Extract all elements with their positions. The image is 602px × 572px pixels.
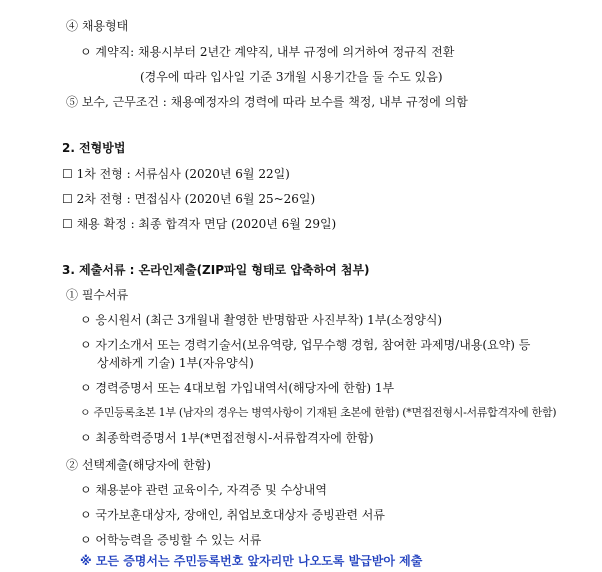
screening-step: ☐ 채용 확정 : 최종 합격자 면담 (2020년 6월 29일) [62,217,337,231]
item4-employment-type: ④ 채용형태 [66,19,129,33]
screening-step: ☐ 1차 전형 : 서류심사 (2020년 6월 22일) [62,167,290,181]
required-doc-item: ㅇ 최종학력증명서 1부(*면접전형시-서류합격자에 한함) [80,431,374,445]
item4-trial-note: (경우에 따라 입사일 기준 3개월 시용기간을 둘 수도 있음) [140,70,443,84]
required-doc-item: ㅇ 응시원서 (최근 3개월내 촬영한 반명함판 사진부착) 1부(소정양식) [80,313,443,327]
item5-pay-conditions: ⑤ 보수, 근무조건 : 채용예정자의 경력에 따라 보수를 책정, 내부 규정에 의함 [66,95,468,109]
required-doc-item: ㅇ 경력증명서 또는 4대보험 가입내역서(해당자에 한함) 1부 [80,381,395,395]
optional-doc-item: ㅇ 어학능력을 증빙할 수 있는 서류 [80,533,262,547]
required-docs-title: ① 필수서류 [66,288,129,302]
screening-step: ☐ 2차 전형 : 면접심사 (2020년 6월 25~26일) [62,192,316,206]
required-doc-item: ㅇ 주민등록초본 1부 (남자의 경우는 병역사항이 기재된 초본에 한함) (*면접전형시-서류합격자에 한함) [80,406,557,419]
item4-contract-bullet: ㅇ 계약직: 채용시부터 2년간 계약직, 내부 규정에 의거하여 정규직 전환 [80,45,455,59]
required-doc-item: ㅇ 자기소개서 또는 경력기술서(보유역량, 업무수행 경험, 참여한 과제명/내용(요약) 등 [80,338,531,352]
required-doc-item-continued: 상세하게 기술) 1부(자유양식) [97,356,254,370]
section2-heading: 2. 전형방법 [62,141,126,155]
certificate-notice: ※ 모든 증명서는 주민등록번호 앞자리만 나오도록 발급받아 제출 [80,554,423,568]
optional-doc-item: ㅇ 채용분야 관련 교육이수, 자격증 및 수상내역 [80,483,327,497]
optional-docs-title: ② 선택제출(해당자에 한함) [66,458,211,472]
optional-doc-item: ㅇ 국가보훈대상자, 장애인, 취업보호대상자 증빙관련 서류 [80,508,385,522]
section3-heading: 3. 제출서류 : 온라인제출(ZIP파일 형태로 압축하여 첨부) [62,263,370,277]
